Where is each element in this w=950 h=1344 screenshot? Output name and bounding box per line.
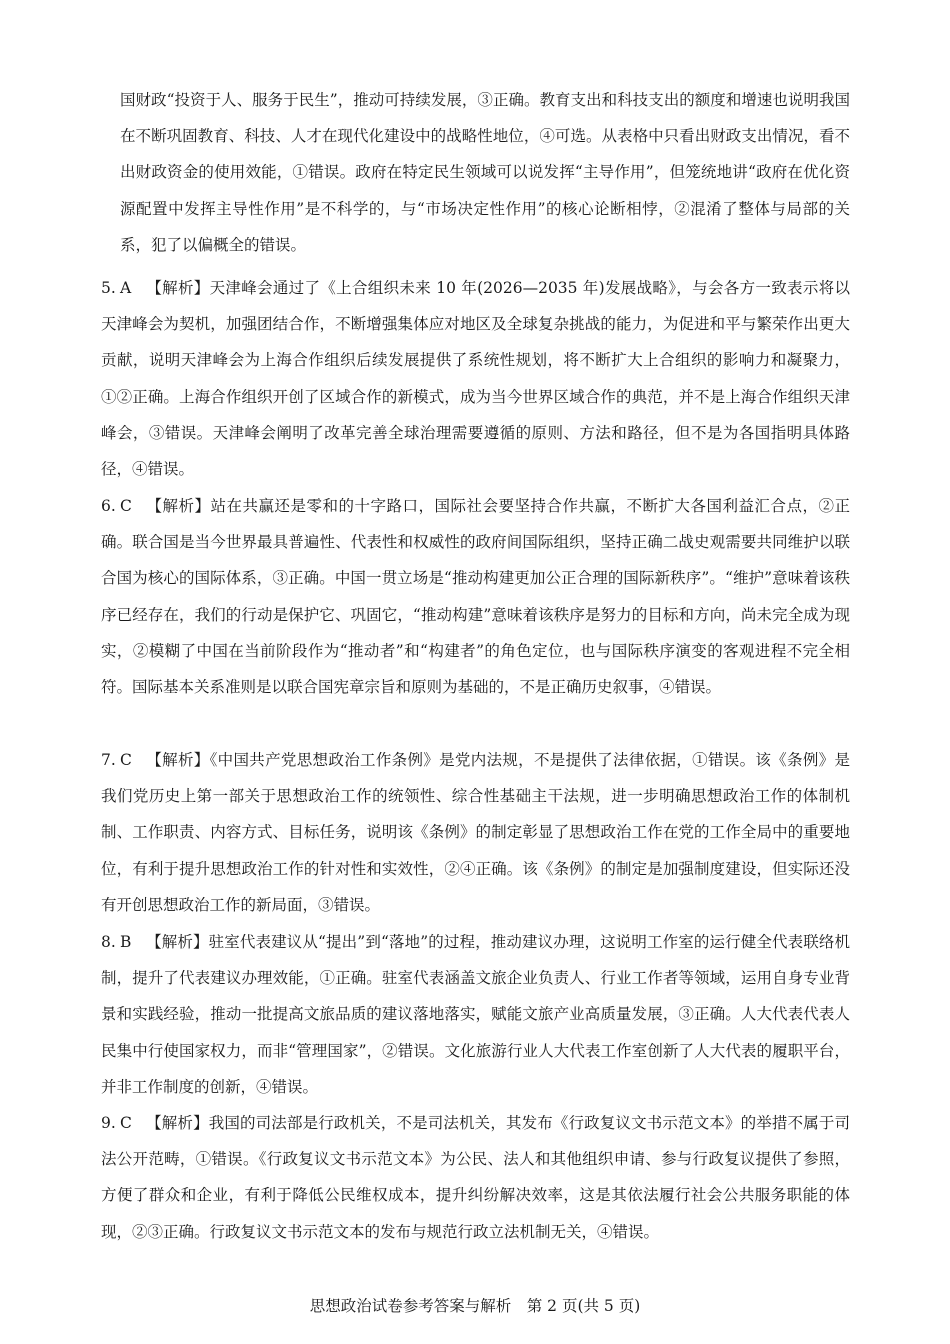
answer-item-7	[101, 742, 850, 923]
answer-item-6	[101, 488, 850, 705]
analysis-text: 我国的司法部是行政机关，不是司法机关，其发布《行政复议文书示范文本》的举措不属于司法公开范畴，①错误。《行政复议文书示范文本》为公民、法人和其他组织申请、参与行政复议提供了参照，方便了群众和企业，有利于降低公民维权成本，提升纠纷解决效率，这是其依法履行社会公共服务职能的体现，②③正确。行政复议文书示范文本的发布与规范行政立法机制无关，④错误。	[101, 1114, 850, 1241]
page-footer: 思想政治试卷参考答案与解析 第 2 页(共 5 页)	[309, 1297, 641, 1315]
analysis-tag: 【解析】	[146, 933, 209, 951]
answer-item-5	[101, 270, 850, 487]
question-number: 5.	[101, 279, 116, 297]
analysis-tag: 【解析】	[146, 279, 210, 297]
answer-letter: B	[120, 933, 132, 951]
analysis-text: 驻室代表建议从“提出”到“落地”的过程，推动建议办理，这说明工作室的运行健全代表联络机制，提升了代表建议办理效能，①正确。驻室代表涵盖文旅企业负责人、行业工作者等领域，运用自身专业背景和实践经验，推动一批提高文旅品质的建议落地落实，赋能文旅产业高质量发展，③正确。人大代表代表人民集中行使国家权力，而非“管理国家”，②错误。文化旅游行业人大代表工作室创新了人大代表的履职平台，并非工作制度的创新，④错误。	[101, 933, 850, 1096]
question-number: 6.	[101, 497, 116, 515]
analysis-text: 天津峰会通过了《上合组织未来 10 年(2026—2035 年)发展战略》，与会各方一致表示将以天津峰会为契机，加强团结合作，不断增强集体应对地区及全球复杂挑战的能力，为促进和平与繁荣作出更大贡献，说明天津峰会为上海合作组织后续发展提供了系统性规划，将不断扩大上合组织的影响力和凝聚力，①②正确。上海合作组织开创了区域合作的新模式，成为当今世界区域合作的典范，并不是上海合作组织天津峰会，③错误。天津峰会阐明了改革完善全球治理需要遵循的原则、方法和路径，但不是为各国指明具体路径，④错误。	[101, 279, 850, 479]
question-number: 7.	[101, 751, 116, 769]
answer-letter: C	[120, 1114, 132, 1132]
answer-letter: C	[120, 751, 132, 769]
analysis-tag: 【解析】	[146, 1114, 209, 1132]
analysis-text: 站在共赢还是零和的十字路口，国际社会要坚持合作共赢，不断扩大各国利益汇合点，②正确。联合国是当今世界最具普遍性、代表性和权威性的政府间国际组织，坚持正确二战史观需要共同维护以联合国为核心的国际体系，③正确。中国一贯立场是“推动构建更加公正合理的国际新秩序”。“维护”意味着该秩序已经存在，我们的行动是保护它、巩固它，“推动构建”意味着该秩序是努力的目标和方向，尚未完全成为现实，②模糊了中国在当前阶段作为“推动者”和“构建者”的角色定位，也与国际秩序演变的客观进程不完全相符。国际基本关系准则是以联合国宪章宗旨和原则为基础的，不是正确历史叙事，④错误。	[101, 497, 850, 697]
question-number: 8.	[101, 933, 116, 951]
question-number: 9.	[101, 1114, 116, 1132]
answer-item-9	[101, 1105, 850, 1250]
intro-paragraph: 国财政“投资于人、服务于民生”，推动可持续发展，③正确。教育支出和科技支出的额度和增速也说明我国在不断巩固教育、科技、人才在现代化建设中的战略性地位，④可选。从表格中只看出财政支出情况，看不出财政资金的使用效能，①错误。政府在特定民生领域可以说发挥“主导作用”，但笼统地讲“政府在优化资源配置中发挥主导性作用”是不科学的，与“市场决定性作用”的核心论断相悖，②混淆了整体与局部的关系，犯了以偏概全的错误。	[120, 91, 850, 254]
answer-letter: A	[120, 279, 132, 297]
analysis-tag: 【解析】	[146, 497, 211, 515]
analysis-tag: 【解析】	[146, 751, 210, 769]
answer-item-8	[101, 924, 850, 1105]
answer-letter: C	[120, 497, 132, 515]
analysis-text: 《中国共产党思想政治工作条例》是党内法规，不是提供了法律依据，①错误。该《条例》是我们党历史上第一部关于思想政治工作的统领性、综合性基础主干法规，进一步明确思想政治工作的体制机制、工作职责、内容方式、目标任务，说明该《条例》的制定彰显了思想政治工作在党的工作全局中的重要地位，有利于提升思想政治工作的针对性和实效性，②④正确。该《条例》的制定是加强制度建设，但实际还没有开创思想政治工作的新局面，③错误。	[101, 751, 850, 914]
